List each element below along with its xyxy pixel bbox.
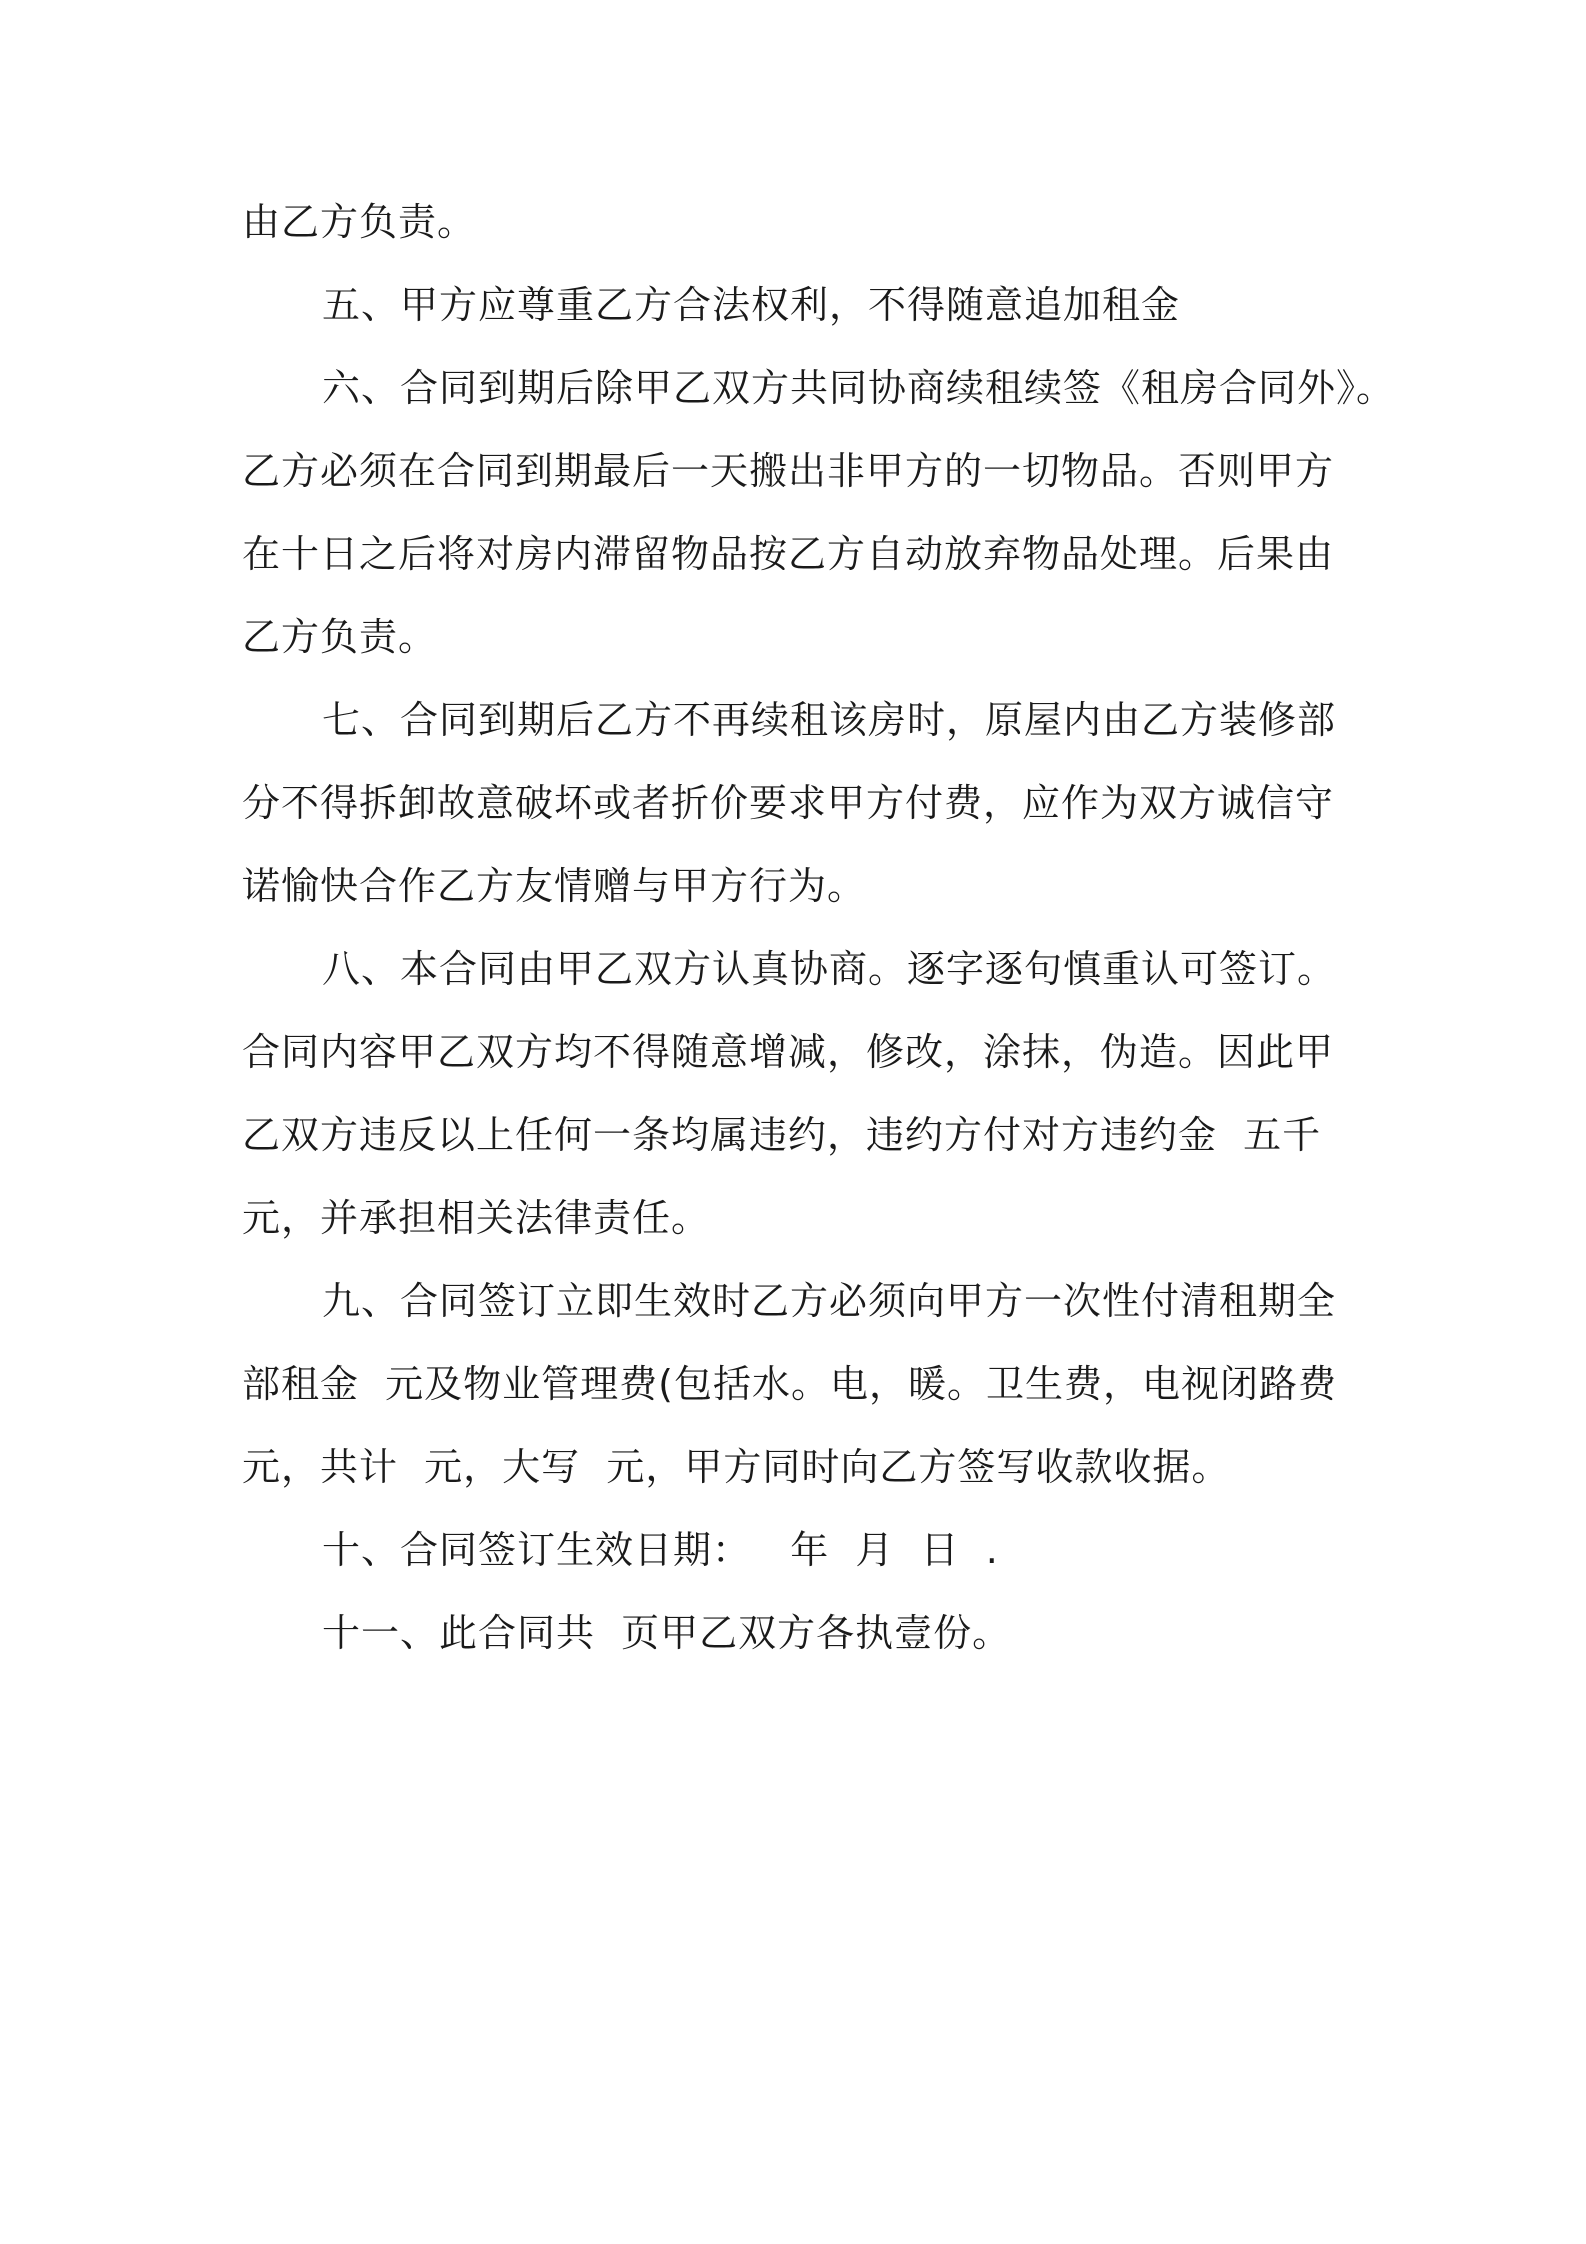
text-line: 十一、此合同共 页甲乙双方各执壹份。 xyxy=(322,1611,1012,1655)
text-line: 九、合同签订立即生效时乙方必须向甲方一次性付清租期全 xyxy=(322,1279,1337,1323)
text-line: 分不得拆卸故意破坏或者折价要求甲方付费，应作为双方诚信守 xyxy=(242,781,1335,825)
text-line: 乙方必须在合同到期最后一天搬出非甲方的一切物品。否则甲方 xyxy=(242,449,1335,493)
text-line: 在十日之后将对房内滞留物品按乙方自动放弃物品处理。后果由 xyxy=(242,532,1335,576)
text-line: 十、合同签订生效日期： 年 月 日 . xyxy=(322,1528,999,1572)
text-line: 部租金 元及物业管理费(包括水。电，暖。卫生费，电视闭路费 xyxy=(242,1362,1337,1406)
text-line: 乙方负责。 xyxy=(242,615,438,659)
text-line: 八、本合同由甲乙双方认真协商。逐字逐句慎重认可签订。 xyxy=(322,947,1337,991)
text-line: 诺愉快合作乙方友情赠与甲方行为。 xyxy=(242,864,867,908)
text-line: 元，共计 元，大写 元，甲方同时向乙方签写收款收据。 xyxy=(242,1445,1231,1489)
text-line: 五、甲方应尊重乙方合法权利，不得随意追加租金 xyxy=(322,283,1181,327)
text-line: 由乙方负责。 xyxy=(242,200,477,244)
text-line: 七、合同到期后乙方不再续租该房时，原屋内由乙方装修部 xyxy=(322,698,1337,742)
text-line: 乙双方违反以上任何一条均属违约，违约方付对方违约金 五千 xyxy=(242,1113,1322,1157)
text-line: 元，并承担相关法律责任。 xyxy=(242,1196,711,1240)
text-line: 六、合同到期后除甲乙双方共同协商续租续签《租房合同外》。 xyxy=(322,366,1396,410)
text-line: 合同内容甲乙双方均不得随意增减，修改，涂抹，伪造。因此甲 xyxy=(242,1030,1335,1074)
